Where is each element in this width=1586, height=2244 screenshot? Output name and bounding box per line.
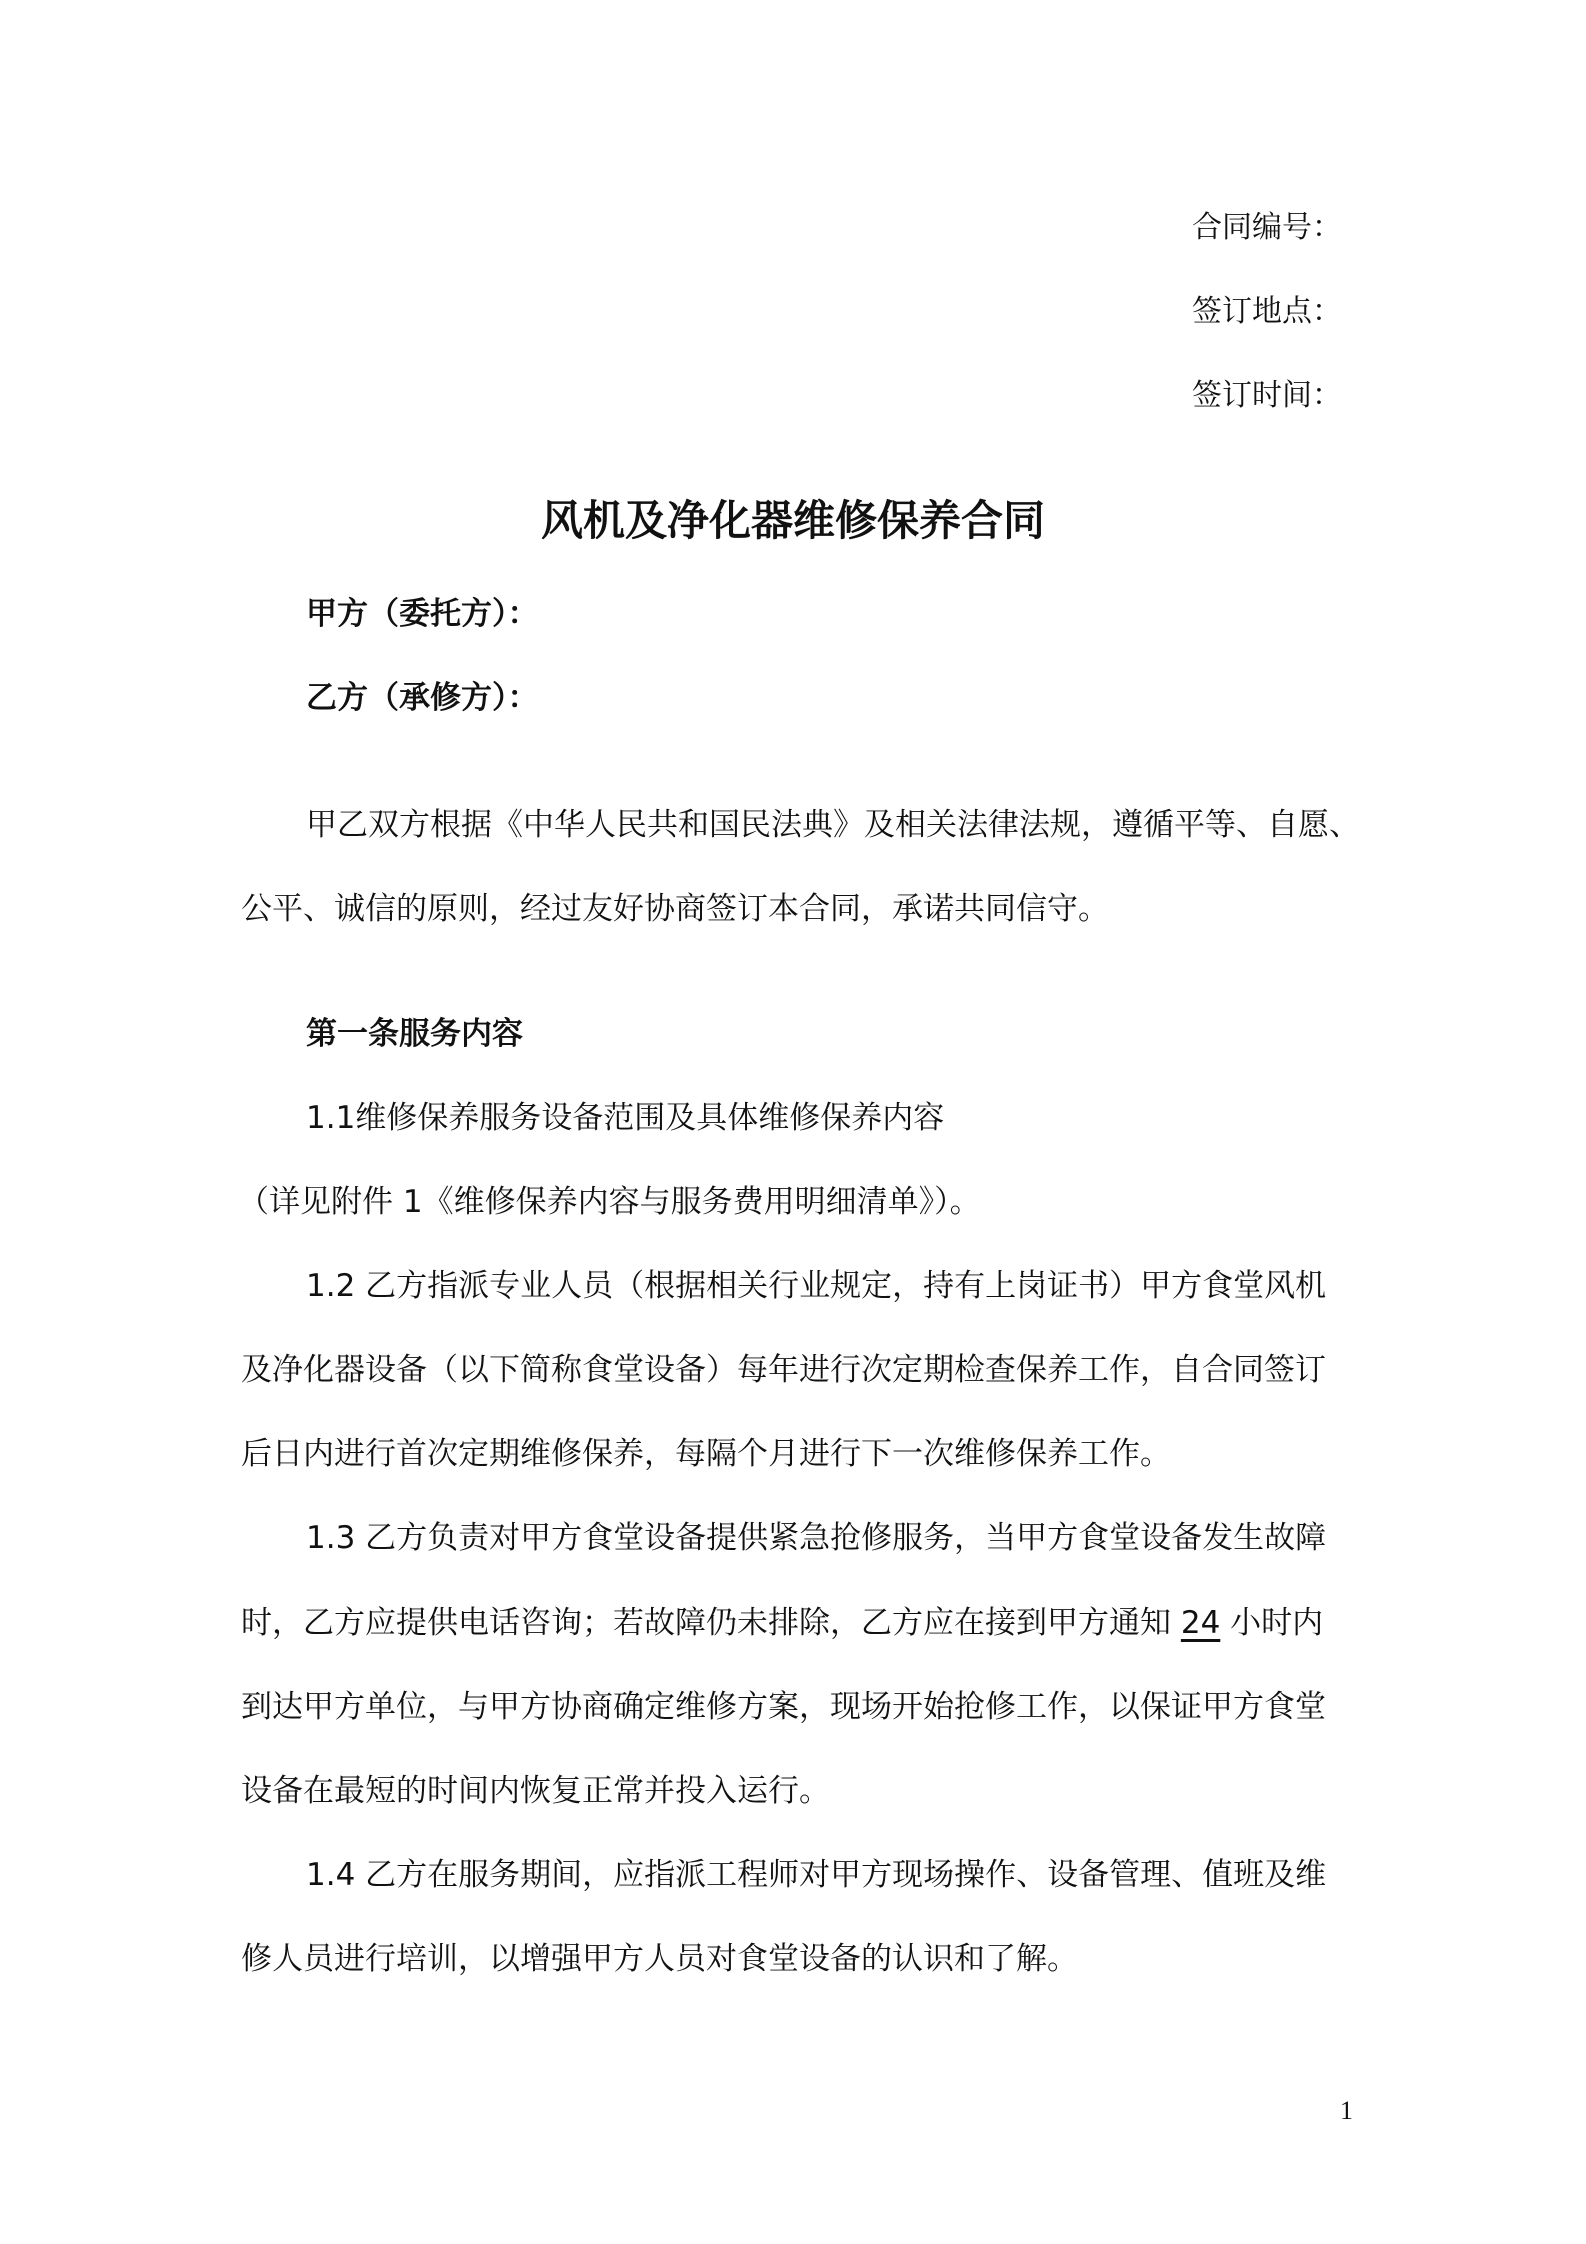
clause-1-1-line-2: （详见附件 1《维修保养内容与服务费用明细清单》）。 <box>238 1184 981 1220</box>
clause-1-3-line-1: 1.3 乙方负责对甲方食堂设备提供紧急抢修服务，当甲方食堂设备发生故障 <box>306 1520 1327 1556</box>
response-hours-value: 24 <box>1180 1605 1221 1641</box>
clause-1-4-line-1: 1.4 乙方在服务期间，应指派工程师对甲方现场操作、设备管理、值班及维 <box>306 1857 1327 1893</box>
signing-time-label: 签订时间： <box>1192 378 1342 413</box>
page-number: 1 <box>1340 2096 1353 2125</box>
party-b-label: 乙方（承修方）： <box>306 680 539 716</box>
clause-1-4-line-2: 修人员进行培训，以增强甲方人员对食堂设备的认识和了解。 <box>241 1941 1078 1977</box>
clause-1-3-line-2-start: 时，乙方应提供电话咨询；若故障仍未排除，乙方应在接到甲方通知 <box>241 1605 1181 1641</box>
clause-1-2-line-1: 1.2 乙方指派专业人员（根据相关行业规定，持有上岗证书）甲方食堂风机 <box>306 1268 1327 1304</box>
document-title: 风机及净化器维修保养合同 <box>540 496 1045 545</box>
preamble-line-1: 甲乙双方根据《中华人民共和国民法典》及相关法律法规，遵循平等、自愿、 <box>306 807 1360 843</box>
article-1-heading: 第一条服务内容 <box>306 1016 523 1052</box>
clause-1-1-line-1: 1.1维修保养服务设备范围及具体维修保养内容 <box>306 1100 945 1136</box>
clause-1-2-line-2: 及净化器设备（以下简称食堂设备）每年进行次定期检查保养工作，自合同签订 <box>241 1352 1326 1388</box>
party-a-label: 甲方（委托方）： <box>306 596 539 632</box>
signing-place-label: 签订地点： <box>1192 294 1342 329</box>
contract-number-label: 合同编号： <box>1192 210 1342 245</box>
clause-1-2-line-3: 后日内进行首次定期维修保养，每隔个月进行下一次维修保养工作。 <box>241 1436 1171 1472</box>
preamble-line-2: 公平、诚信的原则，经过友好协商签订本合同，承诺共同信守。 <box>241 891 1109 927</box>
clause-1-3-line-4: 设备在最短的时间内恢复正常并投入运行。 <box>241 1773 830 1809</box>
clause-1-3-line-2-end: 小时内 <box>1220 1605 1324 1641</box>
clause-1-3-line-2 <box>241 1603 1323 1643</box>
clause-1-3-line-3: 到达甲方单位，与甲方协商确定维修方案，现场开始抢修工作，以保证甲方食堂 <box>241 1689 1326 1725</box>
